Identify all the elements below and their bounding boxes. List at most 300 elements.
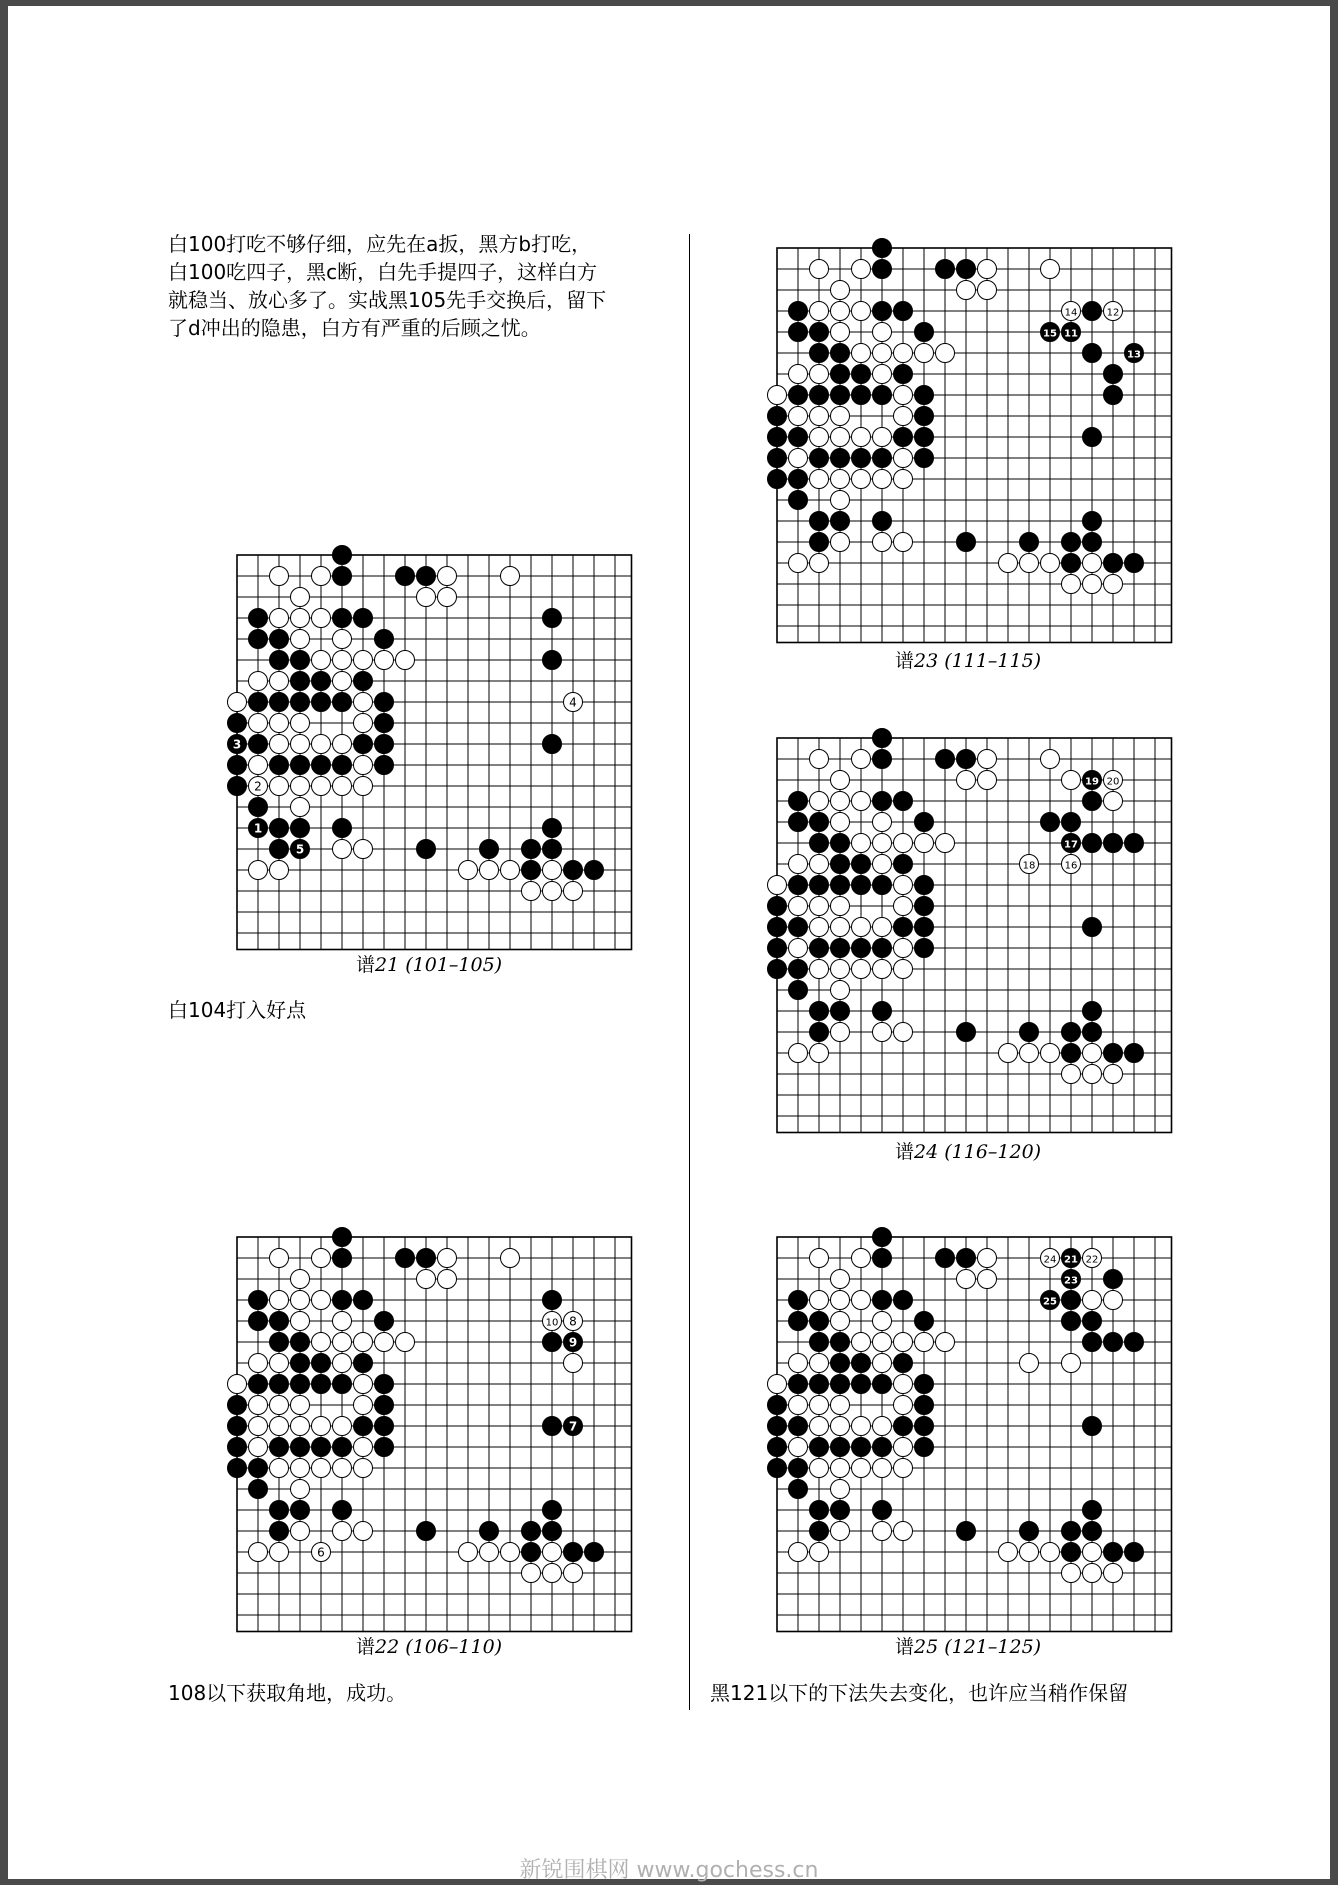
white-stone [291,1459,310,1478]
black-stone [312,672,331,691]
black-stone [543,609,562,628]
black-stone [894,1417,913,1436]
caption-25 [895,1632,1041,1659]
black-stone [1104,834,1123,853]
caption-21 [356,950,502,977]
black-stone [249,1480,268,1499]
white-stone [831,407,850,426]
white-stone [852,1333,871,1352]
white-stone [354,1333,373,1352]
black-stone [333,1501,352,1520]
black-stone [915,449,934,468]
white-stone [438,588,457,607]
white-stone [768,1375,787,1394]
black-stone [957,260,976,279]
white-stone [333,735,352,754]
white-stone [291,777,310,796]
white-stone [1104,575,1123,594]
white-stone [333,1354,352,1373]
black-stone [768,1417,787,1436]
black-stone [768,897,787,916]
black-stone [789,491,808,510]
white-stone [831,918,850,937]
black-stone [789,1375,808,1394]
white-stone [270,1459,289,1478]
white-stone [789,1044,808,1063]
white-stone [270,777,289,796]
black-stone [333,1249,352,1268]
black-stone [522,840,541,859]
black-stone [768,918,787,937]
white-stone [810,960,829,979]
black-stone [249,735,268,754]
black-stone [1125,834,1144,853]
white-stone [831,771,850,790]
black-stone [291,651,310,670]
white-stone [270,735,289,754]
white-stone [291,1270,310,1289]
white-stone [810,407,829,426]
black-stone [810,813,829,832]
go-board-diagram-22 [223,1223,650,1650]
white-stone [831,323,850,342]
white-stone [789,855,808,874]
white-stone [831,1417,850,1436]
black-stone [810,533,829,552]
caption-prefix: 谱 [895,650,915,672]
black-stone [915,813,934,832]
black-stone [312,756,331,775]
white-stone [894,876,913,895]
white-stone [291,1291,310,1310]
white-stone [501,861,520,880]
black-stone [543,735,562,754]
white-stone [1062,1564,1081,1583]
move-number-label: 24 [1043,1254,1057,1266]
black-stone [1020,533,1039,552]
black-stone [789,792,808,811]
black-stone [831,1354,850,1373]
black-stone [810,834,829,853]
white-stone [789,1396,808,1415]
black-stone [894,918,913,937]
white-stone [249,1543,268,1562]
white-stone [1062,771,1081,790]
black-stone [873,1375,892,1394]
black-stone [852,449,871,468]
white-stone [270,1354,289,1373]
comment-21: 白104打入好点 [168,998,307,1022]
white-stone [873,855,892,874]
white-stone [354,1396,373,1415]
black-stone [564,1543,583,1562]
black-stone [768,470,787,489]
comment-25: 黑121以下的下法失去变化，也许应当稍作保留 [710,1681,1129,1705]
black-stone [417,1249,436,1268]
black-stone [873,1002,892,1021]
black-stone [1083,918,1102,937]
black-stone [1083,1002,1102,1021]
black-stone [1062,554,1081,573]
black-stone [1083,512,1102,531]
black-stone [831,512,850,531]
black-stone [789,428,808,447]
move-number-label: 19 [1085,776,1099,788]
black-stone [789,1417,808,1436]
white-stone [978,260,997,279]
white-stone [1041,1044,1060,1063]
black-stone [768,939,787,958]
white-stone [522,1564,541,1583]
white-stone [873,365,892,384]
white-stone [810,365,829,384]
white-stone [396,1333,415,1352]
white-stone [438,1249,457,1268]
white-stone [810,1417,829,1436]
black-stone [789,1291,808,1310]
black-stone [831,1438,850,1457]
white-stone [291,1396,310,1415]
board-svg [763,234,1190,661]
black-stone [1062,1044,1081,1063]
white-stone [873,1417,892,1436]
black-stone [354,735,373,754]
white-stone [291,1417,310,1436]
black-stone [873,750,892,769]
black-stone [1083,1312,1102,1331]
white-stone [810,1396,829,1415]
black-stone [417,1522,436,1541]
white-stone [291,714,310,733]
white-stone [852,470,871,489]
black-stone [333,756,352,775]
black-stone [831,939,850,958]
black-stone [1083,533,1102,552]
black-stone [957,533,976,552]
black-stone [1062,1291,1081,1310]
white-stone [810,897,829,916]
white-stone [438,1270,457,1289]
intro-line: 就稳当、放心多了。实战黑105先手交换后，留下 [168,288,607,312]
white-stone [957,1270,976,1289]
black-stone [1062,1522,1081,1541]
black-stone [1125,554,1144,573]
white-stone [291,1312,310,1331]
black-stone [1125,1333,1144,1352]
black-stone [228,756,247,775]
white-stone [333,840,352,859]
black-stone [831,1002,850,1021]
white-stone [936,344,955,363]
white-stone [312,1249,331,1268]
white-stone [831,1480,850,1499]
black-stone [957,750,976,769]
black-stone [1083,302,1102,321]
white-stone [1062,1065,1081,1084]
caption-range: 24 (116–120) [914,1141,1042,1163]
white-stone [894,939,913,958]
white-stone [354,840,373,859]
black-stone [789,323,808,342]
black-stone [585,1543,604,1562]
black-stone [915,428,934,447]
white-stone [459,861,478,880]
white-stone [873,1354,892,1373]
white-stone [978,750,997,769]
white-stone [1020,1354,1039,1373]
black-stone [789,1312,808,1331]
black-stone [831,855,850,874]
black-stone [894,1291,913,1310]
black-stone [375,1312,394,1331]
white-stone [957,771,976,790]
white-stone [1104,1291,1123,1310]
black-stone [873,939,892,958]
black-stone [249,798,268,817]
white-stone [270,1249,289,1268]
black-stone [333,1375,352,1394]
black-stone [249,1459,268,1478]
white-stone [789,449,808,468]
white-stone [999,1543,1018,1562]
white-stone [852,1459,871,1478]
black-stone [915,876,934,895]
black-stone [417,567,436,586]
black-stone [270,630,289,649]
white-stone [873,1522,892,1541]
white-stone [894,449,913,468]
white-stone [1083,1044,1102,1063]
black-stone [1083,1417,1102,1436]
black-stone [894,1354,913,1373]
black-stone [957,1522,976,1541]
white-stone [438,567,457,586]
white-stone [810,470,829,489]
black-stone [270,756,289,775]
white-stone [810,428,829,447]
white-stone [1104,792,1123,811]
white-stone [543,882,562,901]
black-stone [789,960,808,979]
white-stone [894,834,913,853]
caption-prefix: 谱 [895,1141,915,1163]
black-stone [1083,834,1102,853]
move-number-label: 25 [1043,1296,1057,1308]
white-stone [894,1438,913,1457]
black-stone [810,1312,829,1331]
white-stone [831,1522,850,1541]
black-stone [873,386,892,405]
move-number-label: 1 [253,821,263,836]
black-stone [333,546,352,565]
black-stone [810,344,829,363]
white-stone [831,1291,850,1310]
caption-24 [895,1137,1041,1164]
black-stone [354,609,373,628]
black-stone [789,981,808,1000]
move-number-label: 2 [254,779,262,794]
black-stone [1083,1501,1102,1520]
white-stone [873,960,892,979]
black-stone [810,323,829,342]
white-stone [270,609,289,628]
black-stone [1041,813,1060,832]
white-stone [873,428,892,447]
black-stone [768,428,787,447]
white-stone [375,651,394,670]
black-stone [915,386,934,405]
white-stone [270,861,289,880]
black-stone [915,407,934,426]
comment-22: 108以下获取角地，成功。 [168,1681,407,1705]
white-stone [831,533,850,552]
black-stone [915,897,934,916]
white-stone [312,1417,331,1436]
white-stone [354,714,373,733]
white-stone [978,1270,997,1289]
white-stone [249,714,268,733]
black-stone [894,792,913,811]
white-stone [312,609,331,628]
black-stone [291,1501,310,1520]
white-stone [810,1354,829,1373]
white-stone [1041,750,1060,769]
black-stone [957,1023,976,1042]
white-stone [333,630,352,649]
white-stone [831,470,850,489]
black-stone [873,1249,892,1268]
black-stone [333,567,352,586]
white-stone [1020,1044,1039,1063]
white-stone [270,714,289,733]
black-stone [789,302,808,321]
column-divider [689,234,690,1710]
white-stone [249,1417,268,1436]
board-svg [223,541,650,968]
black-stone [270,1501,289,1520]
black-stone [1062,1543,1081,1562]
white-stone [894,1023,913,1042]
white-stone [852,260,871,279]
white-stone [789,1543,808,1562]
white-stone [873,813,892,832]
white-stone [270,1543,289,1562]
white-stone [852,960,871,979]
white-stone [312,777,331,796]
white-stone [333,1333,352,1352]
black-stone [543,1417,562,1436]
white-stone [375,1333,394,1352]
white-stone [1083,1543,1102,1562]
white-stone [354,651,373,670]
move-number-label: 13 [1127,349,1141,361]
black-stone [768,1459,787,1478]
black-stone [915,1417,934,1436]
white-stone [543,1564,562,1583]
white-stone [291,798,310,817]
black-stone [354,1354,373,1373]
white-stone [894,344,913,363]
move-number-label: 9 [568,1335,578,1350]
white-stone [789,365,808,384]
white-stone [270,672,289,691]
white-stone [831,281,850,300]
white-stone [789,554,808,573]
caption-22 [356,1632,502,1659]
black-stone [810,449,829,468]
black-stone [375,1417,394,1436]
black-stone [354,672,373,691]
black-stone [1104,1543,1123,1562]
white-stone [249,1438,268,1457]
black-stone [291,1333,310,1352]
black-stone [1083,1333,1102,1352]
black-stone [1104,386,1123,405]
white-stone [873,918,892,937]
black-stone [270,1522,289,1541]
move-number-label: 15 [1043,328,1057,340]
white-stone [333,1417,352,1436]
black-stone [789,470,808,489]
black-stone [1104,1333,1123,1352]
white-stone [789,1438,808,1457]
white-stone [312,651,331,670]
white-stone [501,567,520,586]
white-stone [564,882,583,901]
white-stone [831,813,850,832]
black-stone [873,1228,892,1247]
white-stone [789,407,808,426]
move-number-label: 7 [568,1419,578,1434]
white-stone [831,792,850,811]
black-stone [249,1291,268,1310]
black-stone [957,1249,976,1268]
board-svg [763,724,1190,1151]
black-stone [768,1396,787,1415]
white-stone [1104,1065,1123,1084]
black-stone [915,918,934,937]
black-stone [1104,1270,1123,1289]
black-stone [768,407,787,426]
black-stone [873,729,892,748]
board-svg [763,1223,1190,1650]
white-stone [852,428,871,447]
black-stone [375,1396,394,1415]
white-stone [333,1522,352,1541]
black-stone [1125,1044,1144,1063]
black-stone [852,876,871,895]
black-stone [333,609,352,628]
black-stone [543,1291,562,1310]
white-stone [894,470,913,489]
black-stone [831,1333,850,1352]
black-stone [789,918,808,937]
white-stone [768,386,787,405]
move-number-label: 23 [1064,1275,1078,1287]
white-stone [1062,575,1081,594]
black-stone [894,855,913,874]
black-stone [228,1396,247,1415]
black-stone [291,1354,310,1373]
white-stone [354,1438,373,1457]
white-stone [291,1522,310,1541]
white-stone [291,588,310,607]
white-stone [354,1459,373,1478]
black-stone [270,651,289,670]
black-stone [375,1375,394,1394]
black-stone [852,939,871,958]
black-stone [270,840,289,859]
